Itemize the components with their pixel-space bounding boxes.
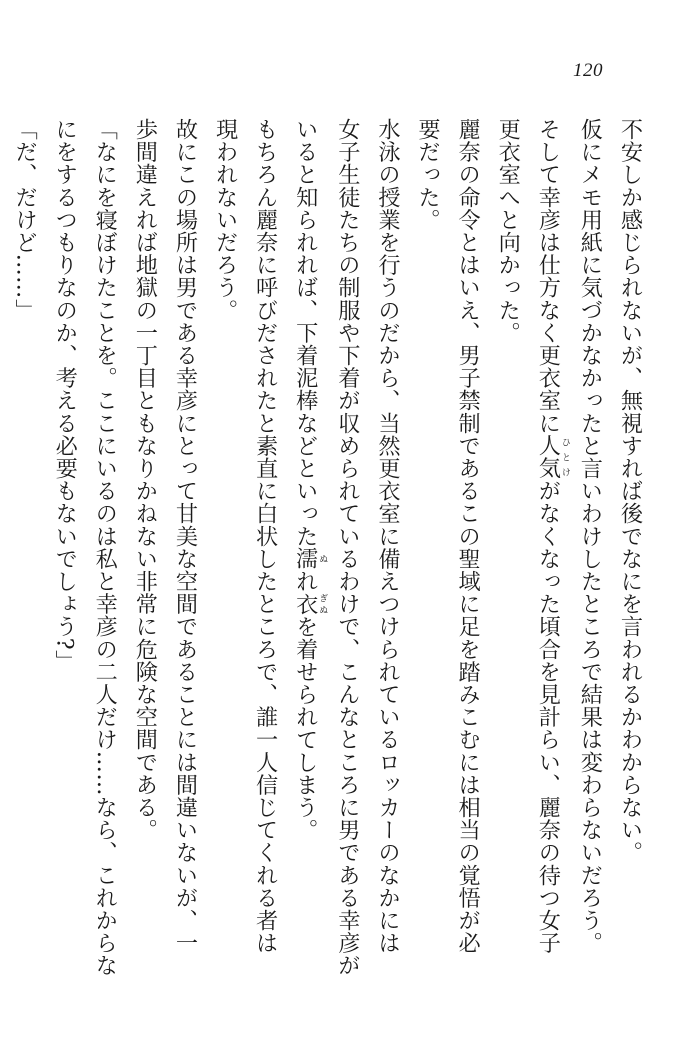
vertical-text-body xyxy=(11,118,650,998)
text-line-17 xyxy=(0,118,5,998)
text-line-9: いると知られれば、下着泥棒などといった濡 ぬれ衣 ぎぬを着せられてしまう。 xyxy=(292,118,328,842)
text-line-12: 故にこの場所は男である幸彦にとって甘美な空間であることには間違いないが、一 xyxy=(171,118,198,955)
ruby-nure: 濡 ぬ xyxy=(292,547,328,571)
text-line-2: 仮にメモ用紙に気づかなかったと言いわけしたところで結果は変わらないだろう。 xyxy=(576,118,603,955)
text-line-7: 水泳の授業を行うのだから、当然更衣室に備えつけられているロッカーのなかには xyxy=(374,118,401,955)
text-line-4: 更衣室へと向かった。 xyxy=(494,118,521,344)
ruby-kinu: 衣 ぎぬ xyxy=(292,592,328,616)
text-line-13: 歩間違えれば地獄の一丁目ともなりかねない非常に危険な空間である。 xyxy=(131,118,158,842)
ruby-nure-reading: ぬ xyxy=(317,547,328,570)
text-line-1: 不安しか感じられないが、無視すれば後でなにを言われるかわからない。 xyxy=(617,118,643,864)
text-line-5: 麗奈の命令とはいえ、男子禁制であるこの聖域に足を踏みこむには相当の覚悟が必 xyxy=(454,118,481,955)
text-line-10: もちろん麗奈に呼びだされたと素直に白状したところで、誰一人信じてくれる者は xyxy=(252,118,279,955)
ruby-hitoke: 人気 ひとけ xyxy=(534,434,570,480)
ruby-kinu-reading: ぎぬ xyxy=(317,592,328,616)
text-line-6: 要だった。 xyxy=(414,118,441,231)
text-line-3: そして幸彦は仕方なく更衣室に人気 ひとけがなくなった頃合を見計らい、麗奈の待つ女子 xyxy=(534,118,570,955)
text-line-15: にをするつもりなのか、考える必要もないでしょう?」 xyxy=(51,118,78,673)
text-line-14: 「なにを寝ぼけたことを。ここにいるのは私と幸彦の二人だけ……なら、これからな xyxy=(91,118,118,977)
page-number: 120 xyxy=(573,60,603,81)
text-line-11: 現われないだろう。 xyxy=(212,118,239,322)
text-line-8: 女子生徒たちの制服や下着が収められているわけで、こんなところに男である幸彦が xyxy=(334,118,361,977)
ruby-hitoke-reading: ひとけ xyxy=(559,434,570,480)
text-line-16: 「だ、だけど……」 xyxy=(11,118,38,322)
